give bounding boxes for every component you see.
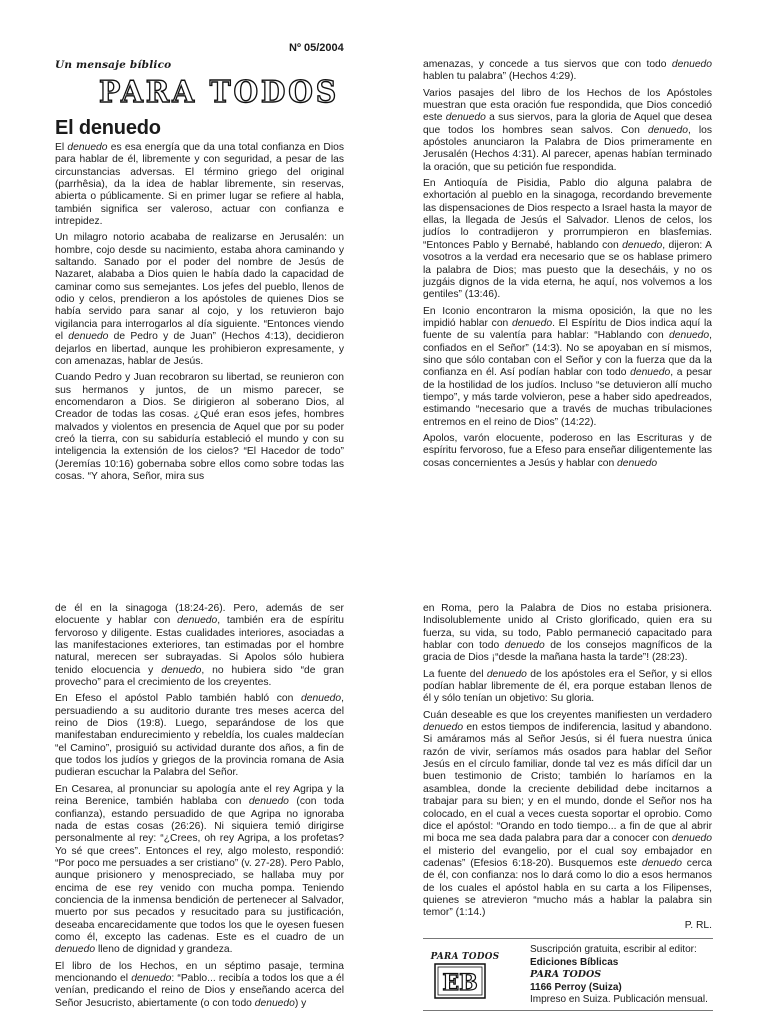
paragraph: En Antioquía de Pisidia, Pablo dio alguna palabra de exhortación al pueblo en la sinagoga, recordando brevemente las dispensaciones de Dios respecto a Israel hasta la mayor de ellas, la llegada de Jesús el Salvador. Llenos de celos, los judíos lo contradijeron y prorrumpieron en blasfemias. “Entonces Pablo y Bernabé, hablando con denuedo, dijeron: A vosotros a la verdad era necesario que se os hablase primero la palabra de Dios; mas puesto que la desecháis, y no os juzgáis dignos de la vida eterna, he aquí, nos volvemos a los gentiles” (13:46). [423,178,713,301]
article-column-bottom-right [423,603,712,932]
paragraph: Apolos, varón elocuente, poderoso en las Escrituras y de espíritu fervoroso, fue a Efeso para enseñar diligentemente las cosas concernientes a Jesús y hablar con denuedo [423,432,712,469]
paragraph: La fuente del denuedo de los apóstoles era el Señor, y si ellos podían hablar libremente de él, era porque estaban llenos de él y sólo tenían un objetivo: Su gloria. [423,668,712,705]
eb-logo-icon [434,963,486,999]
article-column-bottom-left [55,603,344,1010]
paragraph: Cuán deseable es que los creyentes manifiesten un verdadero denuedo en estos tiempos de indiferencia, lasitud y abandono. Si amáramos más al Señor Jesús, si él fuera nuestra única razón de vivir, seríamos más osados para hablar del Señor Jesús en el círculo familiar, donde tal vez es más difícil dar un buen testimonio de Cristo; también lo haríamos en la asamblea, donde la creciente debilidad debe incitarnos a trabajar para su bien; y en el mundo, donde el Señor nos ha colocado, en el cual a veces cuesta soportar el oprobio. Como dice el apóstol: “Orando en todo tiempo... a fin de que al abrir mi boca me sea dada palabra para dar a conocer con denuedo el misterio del evangelio, por el cual soy embajador en cadenas” (Efesios 6:18-20). Busquemos este denuedo cerca de él, con confianza: nos lo dará como lo dio a esos hermanos de los cuales el apóstol habla en su carta a los Filipenses, quienes se atrevieron “mucho más a hablar la palabra sin temor” (1:14.) [423,709,712,919]
paragraph: El denuedo es esa energía que da una total confianza en Dios para hablar de él, libremente y con seguridad, a pesar de las circunstancias adversas. El término griego del original (parrhêsia), da la idea de hablar libremente, sin reservas, abierta o públicamente. Si en primer lugar se refiere al habla, también significa ser valeroso, actuar con confianza e intrepidez. [55,142,344,228]
publisher-name: Ediciones Bíblicas [530,956,619,968]
paragraph: amenazas, y concede a tus siervos que con todo denuedo hablen tu palabra” (Hechos 4:29). [423,59,712,83]
bottom-divider [423,1010,713,1011]
paragraph: Varios pasajes del libro de los Hechos de los Apóstoles muestran que esta oración fue respondida, que Dios concedió este denuedo a sus siervos, para la gloria de Aquel que desea que todos los hombres sean salvos. Con denuedo, los apóstoles anunciaron la Palabra de Dios primeramente en Jerusalén (Hechos 4:31). Al parecer, apenas habían terminado la oración, que su petición fue respondida. [423,87,712,173]
print-note: Impreso en Suiza. Publicación mensual. [530,994,708,1006]
svg-text:EB: EB [442,970,478,996]
kicker: Un mensaje bíblico [55,59,172,71]
editor-box [423,939,713,1009]
paragraph: En Efeso el apóstol Pablo también habló con denuedo, persuadiendo a su auditorio durante tres meses acerca del reino de Dios (19:8). Luego, separándose de los que manifestaban endurecimiento y rebeldía, los cuales maldecían “el Camino”, prosiguió su actividad durante dos años, a fin de que todos los judíos y griegos de la provincia romana de Asia pudieran escuchar la Palabra del Señor. [55,693,344,779]
paragraph: Cuando Pedro y Juan recobraron su libertad, se reunieron con sus hermanos y juntos, de un mismo parecer, se encomendaron a Dios. Se dirigieron al soberano Dios, al Creador de todas las cosas. ¿Qué eran esos jefes, hombres malvados y violentos en presencia de Aquel que por su poder creó la tierra, con su sabiduría estableció el mundo y con su inteligencia la extensión de los cielos? “El Hacedor de todo” (Jeremías 10:16) gobernaba sobre ellos como sobre todas las cosas. “Y ahora, Señor, mira sus [55,372,344,482]
article-column-top-right [423,59,712,470]
masthead-logo [96,70,342,112]
article-column-top-left [55,142,344,483]
publisher-address: 1166 Perroy (Suiza) [530,981,622,993]
brand-label: PARA TODOS [430,952,500,962]
paragraph: de él en la sinagoga (18:24-26). Pero, además de ser elocuente y hablar con denuedo, también era de espíritu fervoroso y diligente. Estas cualidades interiores, asociadas a las manifestaciones exteriores, tan estimadas por el hombre natural, merecen ser subrayadas. Si Apolos sólo hubiera tenido elocuencia y denuedo, no hubiera sido “de gran provecho” para el crecimiento de los creyentes. [55,603,344,689]
paragraph: El libro de los Hechos, en un séptimo pasaje, termina mencionando el denuedo: “Pablo... recibía a todos los que a él venían, predicando el reino de Dios y enseñando acerca del Señor Jesucristo, abiertamente (o con todo denuedo) y [55,960,345,1009]
author-signature: P. RL. [684,919,712,931]
page-title: El denuedo [55,117,161,139]
paragraph: En Cesarea, al pronunciar su apología ante el rey Agripa y la reina Berenice, también hablaba con denuedo (con toda confianza), estando persuadido de que Agripa no ignoraba nada de estas cosas (26:26). Ni siquiera temió dirigirse personalmente al rey: “¿Crees, oh rey Agripa, a los profetas? Yo sé que crees”. Entonces el rey, algo molesto, respondió: “Por poco me persuades a ser cristiano” (v. 27-28). Pero Pablo, aunque prisionero y menospreciado, se hallaba muy por encima de ese rey venido con mucha pompa. Teniendo conciencia de la inmensa bendición de pertenecer al Salvador, muerto por sus pecados y resucitado para su justificación, deseaba encarecidamente que todos los que le oyesen fuesen como él, excepto las cadenas. Este es el cuadro de un denuedo lleno de dignidad y grandeza. [55,783,344,956]
issue-number: Nº 05/2004 [289,42,344,54]
paragraph: en Roma, pero la Palabra de Dios no estaba prisionera. Indisolublemente unido al Cristo glorificado, quien era su fuerza, su vida, su todo, Pablo permaneció capacitado para hablar con todo denuedo de los consejos magníficos de la gracia de Dios ¡“desde la mañana hasta la tarde”! (28:23). [423,603,712,664]
svg-text:PARA TODOS: PARA TODOS [99,75,339,110]
brand-name: PARA TODOS [530,969,602,981]
paragraph: En Iconio encontraron la misma oposición, la que no les impidió hablar con denuedo. El Espíritu de Dios indica aquí la fuente de su valentía para hablar: “Hablando con denuedo, confiados en el Señor” (14:3). No se apoyaban en sí mismos, sino que sólo contaban con el Señor y con la fuerza que da la confianza en él. Así podían hablar con todo denuedo, a pesar de la hostilidad de los judíos. Incluso “se detuvieron allí mucho tiempo”, y más tarde volvieron, pese a haber sido apedreados, estimando “necesario que a través de muchas tribulaciones entremos en el reino de Dios” (14:22). [423,305,712,428]
paragraph: Un milagro notorio acababa de realizarse en Jerusalén: un hombre, cojo desde su nacimiento, estaba ahora caminando y saltando. Sanado por el poder del nombre de Jesús de Nazaret, alababa a Dios quien le había dado la capacidad de caminar como sus semejantes. Los jefes del pueblo, llenos de odio y celos, prendieron a los apóstoles de quienes Dios se había servido para sanar al cojo, y los retuvieron bajo vigilancia para interrogarlos al día siguiente. “Entonces viendo el denuedo de Pedro y de Juan” (Hechos 4:13), decidieron dejarlos en libertad, aunque les prohibieron expresamente, y con amenazas, hablar de Jesús. [55,232,344,367]
subscription-line: Suscripción gratuita, escribir al editor: [530,944,697,955]
